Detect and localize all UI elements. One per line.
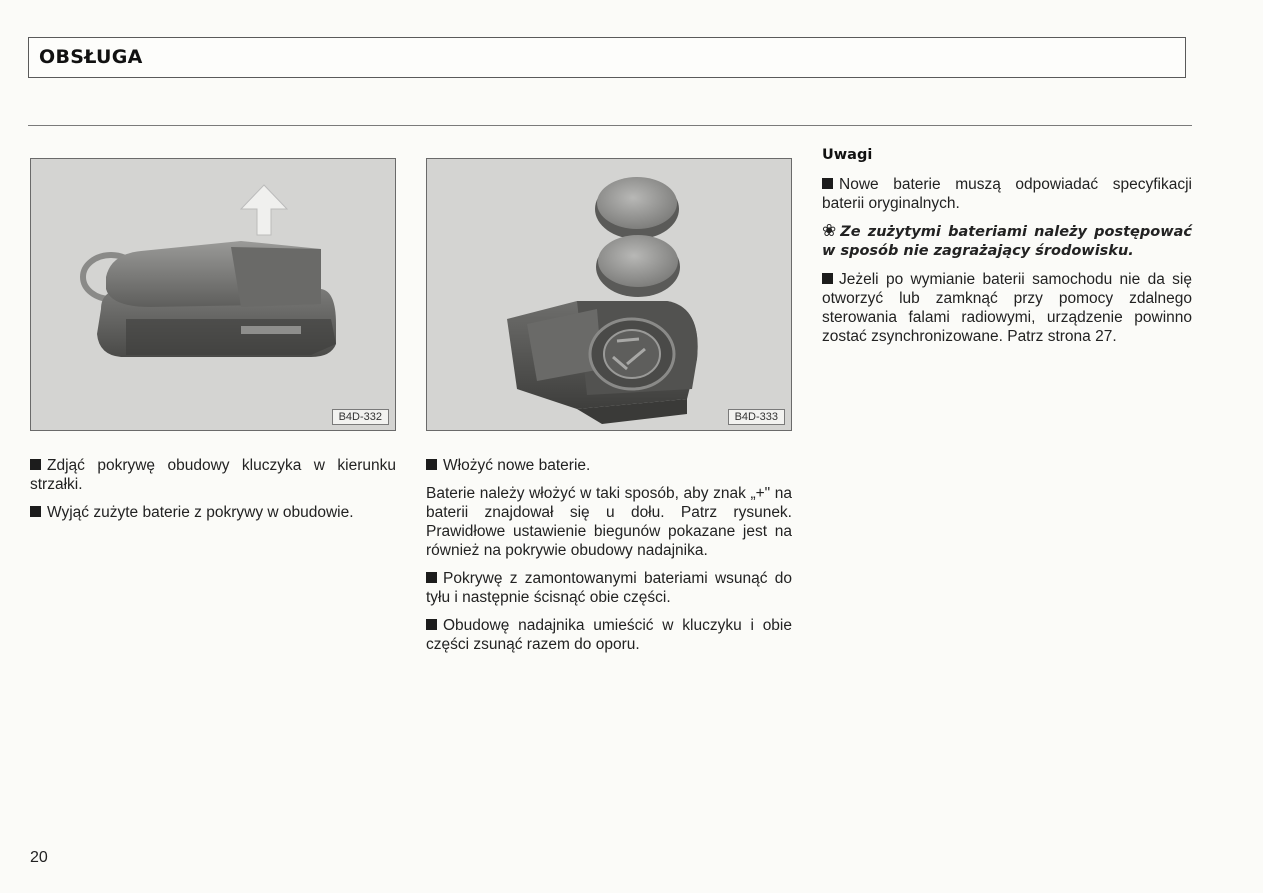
body-paragraph: Baterie należy włożyć w taki sposób, aby znak „+" na baterii znajdował się u dołu. Patrz rysunek. Prawidłowe ustawienie biegunów pokazane jest na również na pokrywie obudowy nadajnika. <box>426 485 792 559</box>
square-bullet-icon <box>426 619 437 630</box>
environment-warning: ❀ Ze zużytymi bateriami należy postępować w sposób nie zagrażający środowisku. <box>822 221 1192 259</box>
square-bullet-icon <box>822 273 833 284</box>
batteries-illustration <box>427 159 792 431</box>
column-middle <box>426 456 792 663</box>
instruction-paragraph: Zdjąć pokrywę obudowy kluczyka w kierunku strzałki. <box>30 457 396 493</box>
square-bullet-icon <box>822 178 833 189</box>
key-cover-illustration <box>31 159 396 431</box>
instruction-paragraph: Pokrywę z zamontowanymi bateriami wsunąć do tyłu i następnie ścisnąć obie części. <box>426 570 792 606</box>
note-paragraph: Jeżeli po wymianie baterii samochodu nie da się otworzyć lub zamknąć przy pomocy zdalnego sterowania falami radiowymi, urządzenie powinno zostać zsynchronizowane. Patrz strona 27. <box>822 271 1192 345</box>
notes-title: Uwagi <box>822 147 873 163</box>
header-rule <box>28 125 1192 126</box>
square-bullet-icon <box>30 459 41 470</box>
instruction-paragraph: Wyjąć zużyte baterie z pokrywy w obudowie. <box>30 503 396 522</box>
figure-tag: B4D-332 <box>332 409 389 425</box>
recycle-flower-icon: ❀ <box>822 221 837 241</box>
square-bullet-icon <box>426 572 437 583</box>
figure-tag: B4D-333 <box>728 409 785 425</box>
figure-key-cover <box>30 158 396 431</box>
instruction-paragraph: Włożyć nowe baterie. <box>426 456 792 475</box>
instruction-paragraph: Obudowę nadajnika umieścić w kluczyku i obie części zsunąć razem do oporu. <box>426 617 792 653</box>
section-title: OBSŁUGA <box>39 46 143 68</box>
column-left <box>30 456 396 531</box>
figure-batteries <box>426 158 792 431</box>
column-notes <box>822 146 1192 355</box>
note-paragraph: Nowe baterie muszą odpowiadać specyfikacji baterii oryginalnych. <box>822 176 1192 212</box>
page-number: 20 <box>30 849 48 866</box>
square-bullet-icon <box>426 459 437 470</box>
square-bullet-icon <box>30 506 41 517</box>
section-header <box>28 37 1186 78</box>
